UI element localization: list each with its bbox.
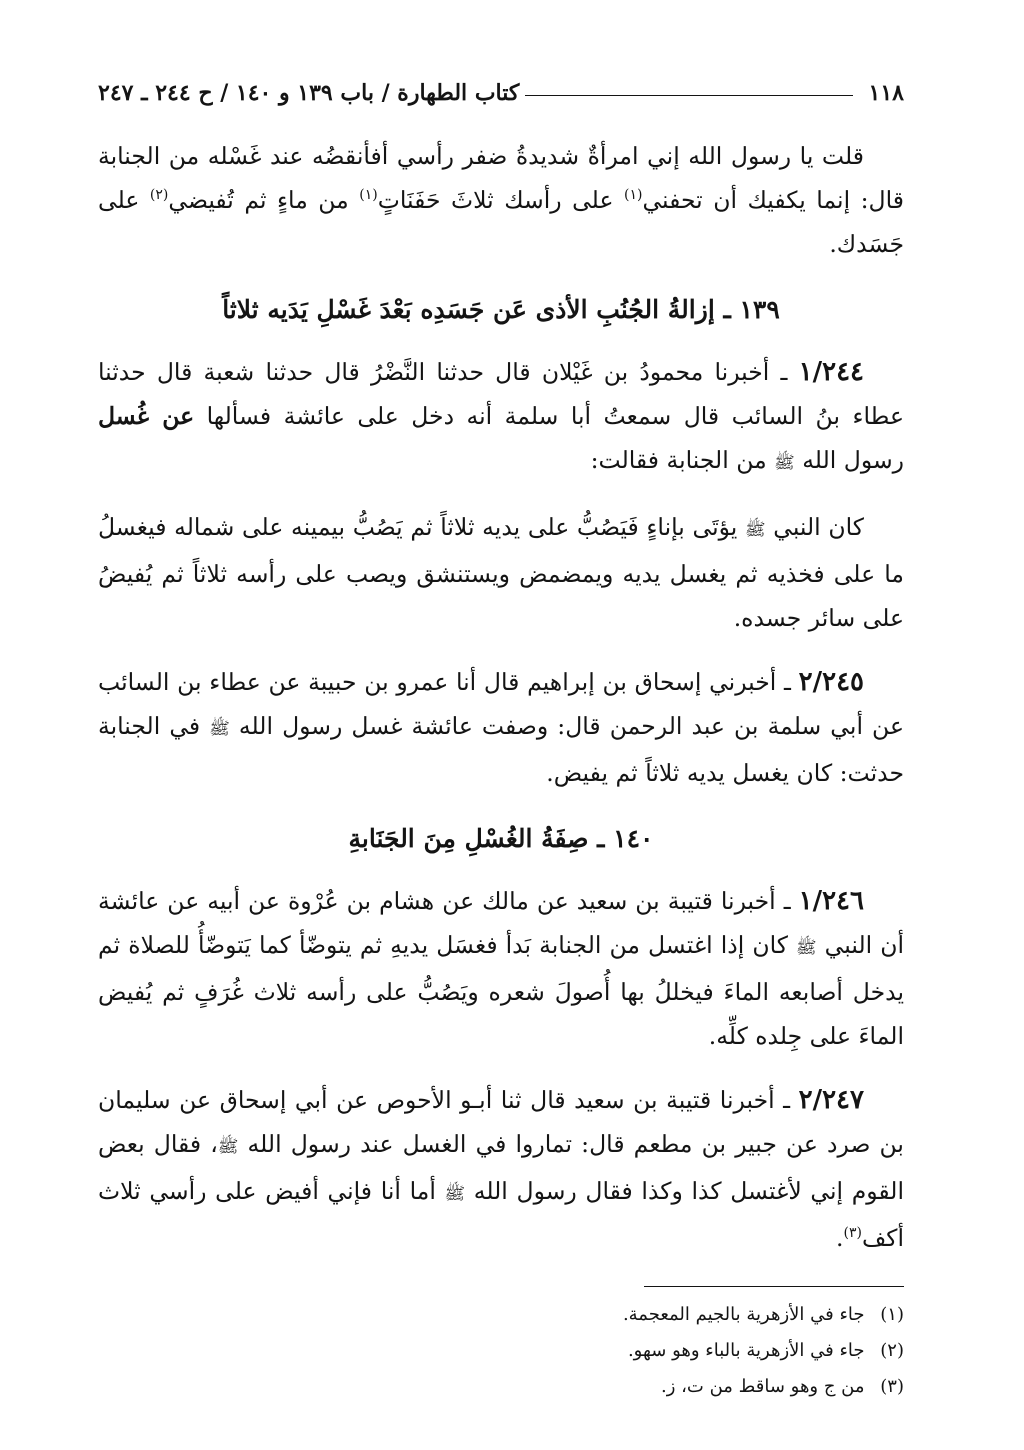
- running-header: [98, 70, 904, 116]
- chapter-heading-139: ١٣٩ ـ إزالةُ الجُنُبِ الأذى عَن جَسَدِه بَعْدَ غَسْلِ يَدَيه ثلاثاً: [222, 295, 780, 324]
- page-number: ١١٨: [868, 80, 904, 106]
- footnote-text: جاء في الأزهرية بالجيم المعجمة.: [622, 1304, 865, 1325]
- intro-line-3: على جَسَدك.: [98, 186, 904, 258]
- hadith-244-quote: [98, 505, 904, 640]
- intro-line-2a: قال: إنما يكفيك أن تحفني: [642, 186, 904, 214]
- salawat-ligature: ﷺ: [217, 1137, 239, 1157]
- footnote-text: جاء في الأزهرية بالباء وهو سهو.: [627, 1340, 865, 1361]
- chapter-heading-140: ١٤٠ ـ صِفَةُ الغُسْلِ مِنَ الجَنَابةِ: [348, 824, 654, 853]
- footnote-ref[interactable]: (٢): [149, 187, 169, 204]
- salawat-ligature: ﷺ: [745, 520, 766, 540]
- book-page: [98, 70, 904, 1405]
- footnote-3: [98, 1369, 904, 1405]
- footnote-divider: [644, 1286, 904, 1287]
- hadith-text: ـ أخبرنا محمودُ بن غَيْلان قال حدثنا النَّضْرُ قال حدثنا شعبة قال حدثنا عطاء بنُ السائب قال سمعتُ أبا سلمة أنه دخل على عائشة فسألها: [98, 358, 904, 430]
- hadith-244: [98, 350, 904, 485]
- footnote-ref[interactable]: (١): [359, 187, 378, 204]
- salawat-ligature: ﷺ: [796, 938, 817, 958]
- hadith-number: ٢/٢٤٥: [798, 667, 864, 697]
- salawat-ligature: ﷺ: [209, 719, 230, 739]
- footnote-text: من ج وهو ساقط من ت، ز.: [660, 1376, 865, 1397]
- footnote-2: [98, 1333, 904, 1369]
- quote-text: كان النبي: [773, 513, 864, 541]
- intro-paragraph: [98, 134, 904, 266]
- hadith-text: .: [836, 1224, 844, 1252]
- hadith-text: من الجنابة فقالت:: [590, 446, 767, 474]
- hadith-text: رسول الله: [802, 446, 904, 474]
- hadith-emphasis: عن غُسل: [98, 402, 195, 430]
- footnote-ref[interactable]: (١): [623, 187, 643, 204]
- header-rule: [525, 95, 852, 96]
- hadith-number: ٢/٢٤٧: [798, 1085, 864, 1115]
- hadith-text: ، فقال بعض القوم إني لأغتسل كذا وكذا فقال رسول الله: [98, 1130, 904, 1205]
- hadith-text: ـ أخبرنا قتيبة بن سعيد عن مالك عن هشام بن عُرْوة عن أبيه عن عائشة أن النبي: [98, 887, 904, 959]
- hadith-number: ١/٢٤٦: [798, 886, 864, 916]
- intro-line-2b: على رأسك ثلاثَ حَفَنَاتٍ: [377, 186, 614, 214]
- hadith-text: أما أنا فإني أفيض على رأسي ثلاث أكف: [98, 1177, 904, 1252]
- hadith-number: ١/٢٤٤: [798, 357, 864, 387]
- footnote-ref[interactable]: (٣): [843, 1225, 862, 1242]
- salawat-ligature: ﷺ: [444, 1184, 466, 1204]
- quote-text: يؤتَى بإناءٍ فَيَصُبُّ على يديه ثلاثاً ثم يَصُبُّ بيمينه على شماله فيغسلُ ما على فخذيه ثم يغسل يديه ويمضمض ويستنشق ويصب على رأسه ثلاثاً ثم يُفيضُ على سائر جسده.: [98, 513, 904, 632]
- hadith-245: [98, 660, 904, 795]
- hadith-text: في الجنابة حدثت: كان يغسل يديه ثلاثاً ثم يفيض.: [98, 712, 904, 787]
- footnote-number: (٣): [880, 1376, 904, 1397]
- intro-line-1: قلت يا رسول الله إني امرأةٌ شديدةُ ضفر رأسي أفأنقضُه عند غَسْله من الجنابة: [98, 142, 864, 170]
- hadith-text: ـ أخبرنا قتيبة بن سعيد قال ثنا أبـو الأحوص عن أبي إسحاق عن سليمان بن صرد عن جبير بن مطعم قال: تماروا في الغسل عند رسول الله: [98, 1086, 904, 1158]
- intro-line-2c: من ماءٍ ثم تُفيضي: [168, 186, 349, 214]
- hadith-text: كان إذا اغتسل من الجنابة بَدأ فغسَل يديهِ ثم يتوضّأ كما يَتوضّأُ للصلاة ثم يدخل أصابعه الماءَ فيخللُ بها أُصولَ شعره ويَصُبُّ على رأسه ثلاث غُرَفٍ ثم يُفيض الماءَ على جِلده كلِّه.: [98, 931, 904, 1050]
- hadith-247: [98, 1078, 904, 1260]
- footnote-1: [98, 1297, 904, 1333]
- footnote-number: (١): [880, 1304, 904, 1325]
- footnote-number: (٢): [880, 1340, 904, 1361]
- salawat-ligature: ﷺ: [774, 453, 795, 473]
- hadith-246: [98, 879, 904, 1058]
- running-title: كتاب الطهارة / باب ١٣٩ و ١٤٠ / ح ٢٤٤ ـ ٢٤٧: [98, 80, 520, 106]
- hadith-text: ـ أخبرني إسحاق بن إبراهيم قال أنا عمرو بن حبيبة عن عطاء بن السائب عن أبي سلمة بن عبد الرحمن قال: وصفت عائشة غسل رسول الله: [98, 668, 904, 740]
